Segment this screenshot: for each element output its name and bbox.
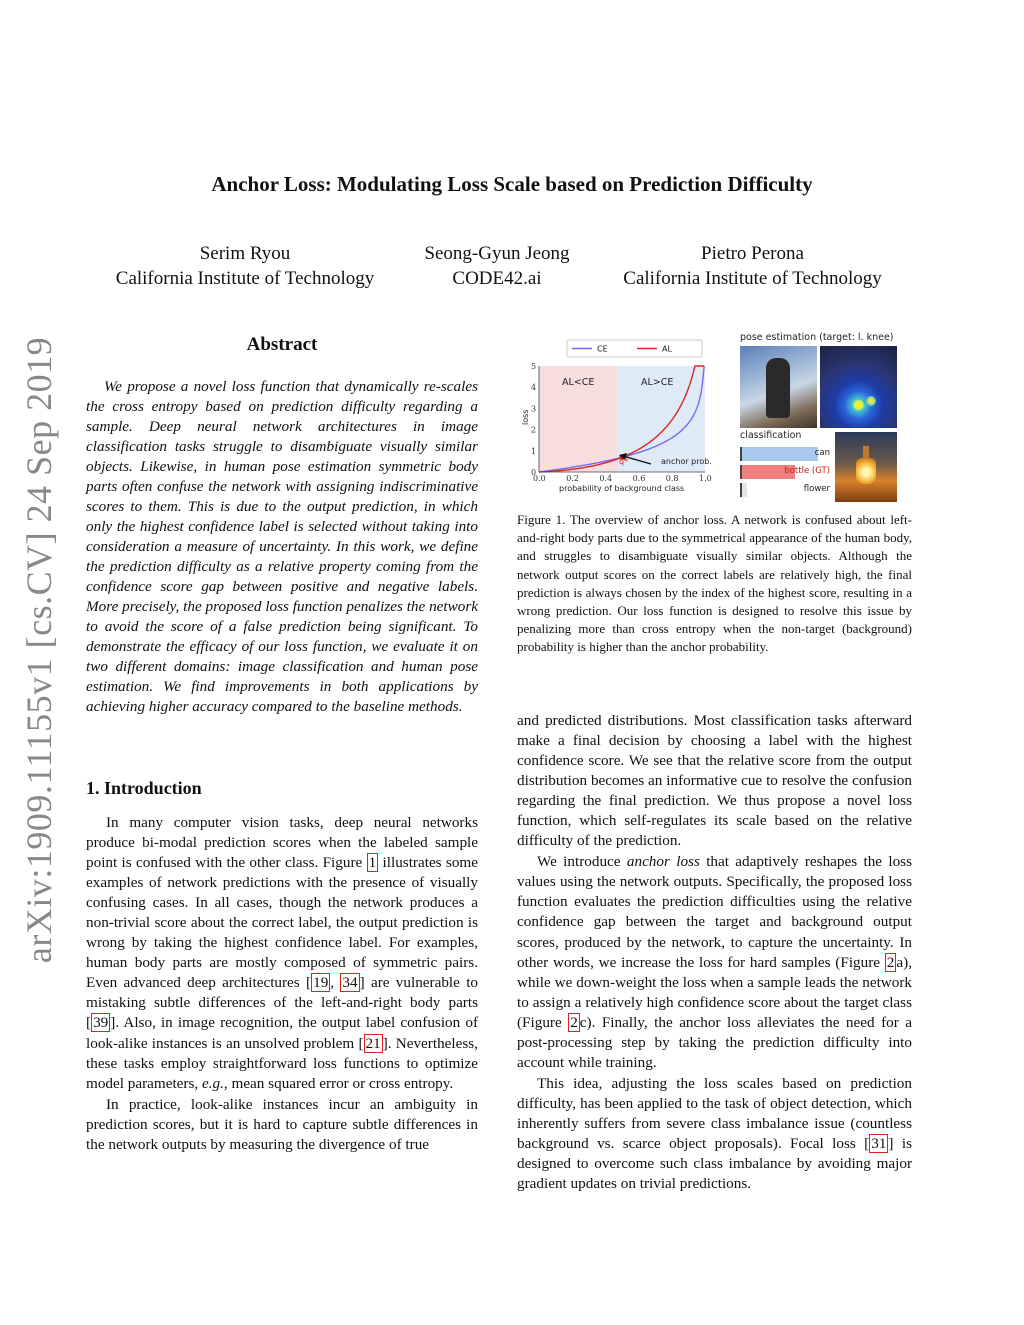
y-tick-label: 1 (531, 446, 537, 456)
emphasis-text: anchor loss (626, 853, 700, 871)
class-bar-row (740, 464, 832, 480)
y-tick-label: 3 (531, 404, 537, 414)
bottle-image (835, 432, 897, 502)
y-axis-label: loss (521, 409, 530, 425)
paragraph (517, 852, 912, 1073)
score-bar-track (740, 483, 742, 497)
citation-link[interactable]: 19 (313, 974, 329, 992)
citation-link[interactable]: 31 (871, 1134, 887, 1152)
paragraph: This idea, adjusting the loss scales based on prediction difficulty, has been applied to the task of object detection, which inherently suffers from severe class imbalance issue (countless background vs. scarce object proposals). Focal loss [ 31 ] is designed to overcome such class imbalance by avoiding major gradient updates on trivial predictions. (517, 1074, 912, 1193)
x-tick-label: 1.0 (699, 474, 712, 483)
author-name: Pietro Perona (701, 243, 804, 264)
author-name: Seong-Gyun Jeong (424, 243, 570, 264)
author-affiliation: CODE42.ai (452, 268, 542, 289)
q-star-label: q* (619, 457, 629, 466)
loss-curve-chart (517, 330, 731, 505)
class-bar-row (740, 446, 832, 462)
text-run: We introduce (537, 853, 627, 871)
bottle-glow (856, 458, 876, 484)
classification-bars (740, 444, 832, 502)
paper-title: Anchor Loss: Modulating Loss Scale based on Prediction Difficulty (211, 172, 813, 196)
text-run: a), while we down-weight the loss when a sample leads the network to assign a relatively high confidence score about the target class (Figure (517, 953, 912, 1031)
class-label: bottle (GT) (784, 466, 830, 476)
abstract-heading: Abstract (246, 334, 318, 355)
score-bar-fill (740, 447, 818, 461)
y-tick-label: 4 (531, 383, 537, 393)
text-run: , mean squared error or cross entropy. (223, 1074, 454, 1092)
author-name: Serim Ryou (199, 243, 291, 264)
figure-link[interactable]: 1 (368, 854, 377, 872)
section-heading-introduction: 1. Introduction (86, 778, 202, 798)
paragraph: In many computer vision tasks, deep neural networks produce bi-modal prediction scores when the labeled sample point is confused with the other class. Figure 1 illustrates some examples of network predictions with the presence of visually confusing cases. In all cases, though the network produces a non-trivial score about the correct label, the output prediction is wrong by taking the highest confidence label. For examples, human body parts are mostly composed of symmetric pairs. Even advanced deep architectures [ 19 , 34 ] are vulnerable to mistaking subtle differences of the left-and-right body parts [ 39 ]. Also, in image recognition, the output label confusion of look-alike instances is an unsolved problem [ 21 ]. Nevertheless, these tasks employ straightforward loss functions to optimize model parameters, e.g., mean squared error or cross entropy. (86, 814, 479, 1092)
heatmap-hotspot (866, 396, 876, 406)
text-run: , (330, 974, 341, 992)
left-column-body (86, 813, 478, 1156)
x-tick-label: 0.0 (533, 474, 546, 483)
classification-title: classification (740, 430, 802, 441)
text-run: In many computer vision tasks, deep neural networks produce bi-modal prediction scores when the labeled sample point is confused with the other class. Figure (86, 814, 478, 872)
pose-image-left (740, 346, 817, 428)
text-run: are vulnerable to mistaking subtle differences of the left-and-right body parts (86, 974, 479, 1012)
legend-al-label: AL (662, 344, 672, 354)
class-label: flower (803, 484, 830, 494)
paragraph: In practice, look-alike instances incur an ambiguity in prediction scores, but it is hard to capture subtle differences in the network outputs by measuring the divergence of true (86, 1095, 478, 1153)
region-left-label: AL<CE (562, 377, 595, 388)
legend-ce-label: CE (597, 344, 608, 354)
class-label: can (814, 448, 830, 458)
figure-1-caption: Figure 1. The overview of anchor loss. A network is confused about left-and-right body parts due to the symmetrical appearance of the human body, and struggles to disambiguate visually similar objects. Although the network output scores on the correct labels are relatively high, the final prediction is always chosen by the index of the highest score, resulting in a wrong prediction. Our loss function is designed to resolve this issue by penalizing more than cross entropy when the non-target (background) probability is higher than the anchor probability. (517, 512, 912, 655)
pose-heatmap (820, 346, 897, 428)
x-tick-label: 0.6 (632, 474, 646, 483)
author-3 (605, 241, 900, 291)
abstract-text: We propose a novel loss function that dynamically re-scales the cross entropy based on prediction difficulty regarding a sample. Deep neural network architectures in image classification tasks struggle to disambiguate visually similar objects. Likewise, in human pose estimation symmetric body parts often confuse the network with assigning indiscriminative scores to them. This is due to the output prediction, in which only the highest confidence label is selected without taking into consideration a measure of uncertainty. In this work, we define the prediction difficulty as a relative property coming from the confidence score gap between positive and negative labels. More precisely, the proposed loss function penalizes the network to avoid the score of a false prediction being significant. To demonstrate the efficacy of our loss function, we evaluate it on two different domains: image classification and human pose estimation. We find improvements in both applications by achieving higher accuracy compared to the baseline methods. (86, 378, 478, 715)
region-right-label: AL>CE (641, 377, 674, 388)
anchor-prob-label: anchor prob. (661, 457, 712, 466)
right-column-body (517, 711, 912, 1195)
x-tick-label: 0.2 (566, 474, 579, 483)
citation-link[interactable]: 39 (93, 1014, 109, 1032)
y-tick-label: 0 (531, 468, 537, 477)
arxiv-id: arXiv:1909.11155v1 [cs.CV] 24 Sep 2019 (19, 336, 59, 964)
score-bar-track (740, 465, 742, 479)
score-bar-track (740, 447, 742, 461)
x-axis-label: probability of background class (559, 484, 685, 493)
text-run: . Nevertheless, these tasks employ straightforward loss functions to optimize model parameters, (86, 1034, 478, 1092)
text-run: is designed to overcome such class imbalance by avoiding major gradient updates on trivial predictions. (517, 1134, 912, 1193)
author-affiliation: California Institute of Technology (115, 268, 375, 289)
author-2 (397, 241, 597, 291)
citation-link[interactable]: 21 (365, 1034, 381, 1052)
text-run: c). Finally, the anchor loss alleviates the need for a post-processing step by taking the prediction difficulty into account while training. (517, 1013, 912, 1071)
author-affiliation: California Institute of Technology (623, 268, 882, 289)
citation-link[interactable]: 34 (342, 974, 358, 992)
class-bar-row (740, 482, 832, 498)
figure-link[interactable]: 2 (570, 1013, 578, 1031)
bottle-neck (863, 446, 869, 459)
person-silhouette (766, 358, 790, 418)
x-tick-label: 0.8 (665, 474, 679, 483)
text-run: . Also, in image recognition, the output label confusion of look-alike instances is an unsolved problem (86, 1014, 478, 1052)
x-tick-label: 0.4 (599, 474, 613, 483)
arxiv-watermark (14, 336, 64, 964)
author-1 (95, 241, 395, 291)
y-tick-label: 2 (531, 425, 537, 435)
paragraph: and predicted distributions. Most classification tasks afterward make a final decision by choosing a label with the highest confidence score. We see that the relative score from the output distribution becomes an informative cue to resolve the confusion regarding the final prediction. We thus propose a novel loss function, which self-regulates its scale based on the relative difficulty of the prediction. (517, 712, 912, 850)
pose-title: pose estimation (target: l. knee) (740, 332, 894, 343)
text-run: This idea, adjusting the loss scales based on prediction difficulty, has been applied to the task of object detection, which inherently suffers from severe class imbalance issue (countless background vs. scarce object proposals). Focal loss (517, 1074, 912, 1152)
figure-link[interactable]: 2 (886, 953, 895, 971)
text-run: e.g. (201, 1074, 224, 1092)
figure-1 (517, 330, 912, 505)
text-run: illustrates some examples of network predictions with the presence of visually confusing cases. In all cases, though the network produces a non-trivial score about the correct label, the output prediction is wrong by taking the highest confidence label. For examples, human body parts are mostly composed of symmetric pairs. Even advanced deep architectures (86, 854, 478, 992)
text-run: that adaptively reshapes the loss values using the network outputs. Specifically, the proposed loss function evaluates the prediction difficulties using the relative confidence gap between the target and background output scores, produced by the network, to capture the uncertainty. In other words, we increase the loss for hard samples (Figure (517, 853, 913, 971)
y-tick-label: 5 (531, 362, 537, 371)
